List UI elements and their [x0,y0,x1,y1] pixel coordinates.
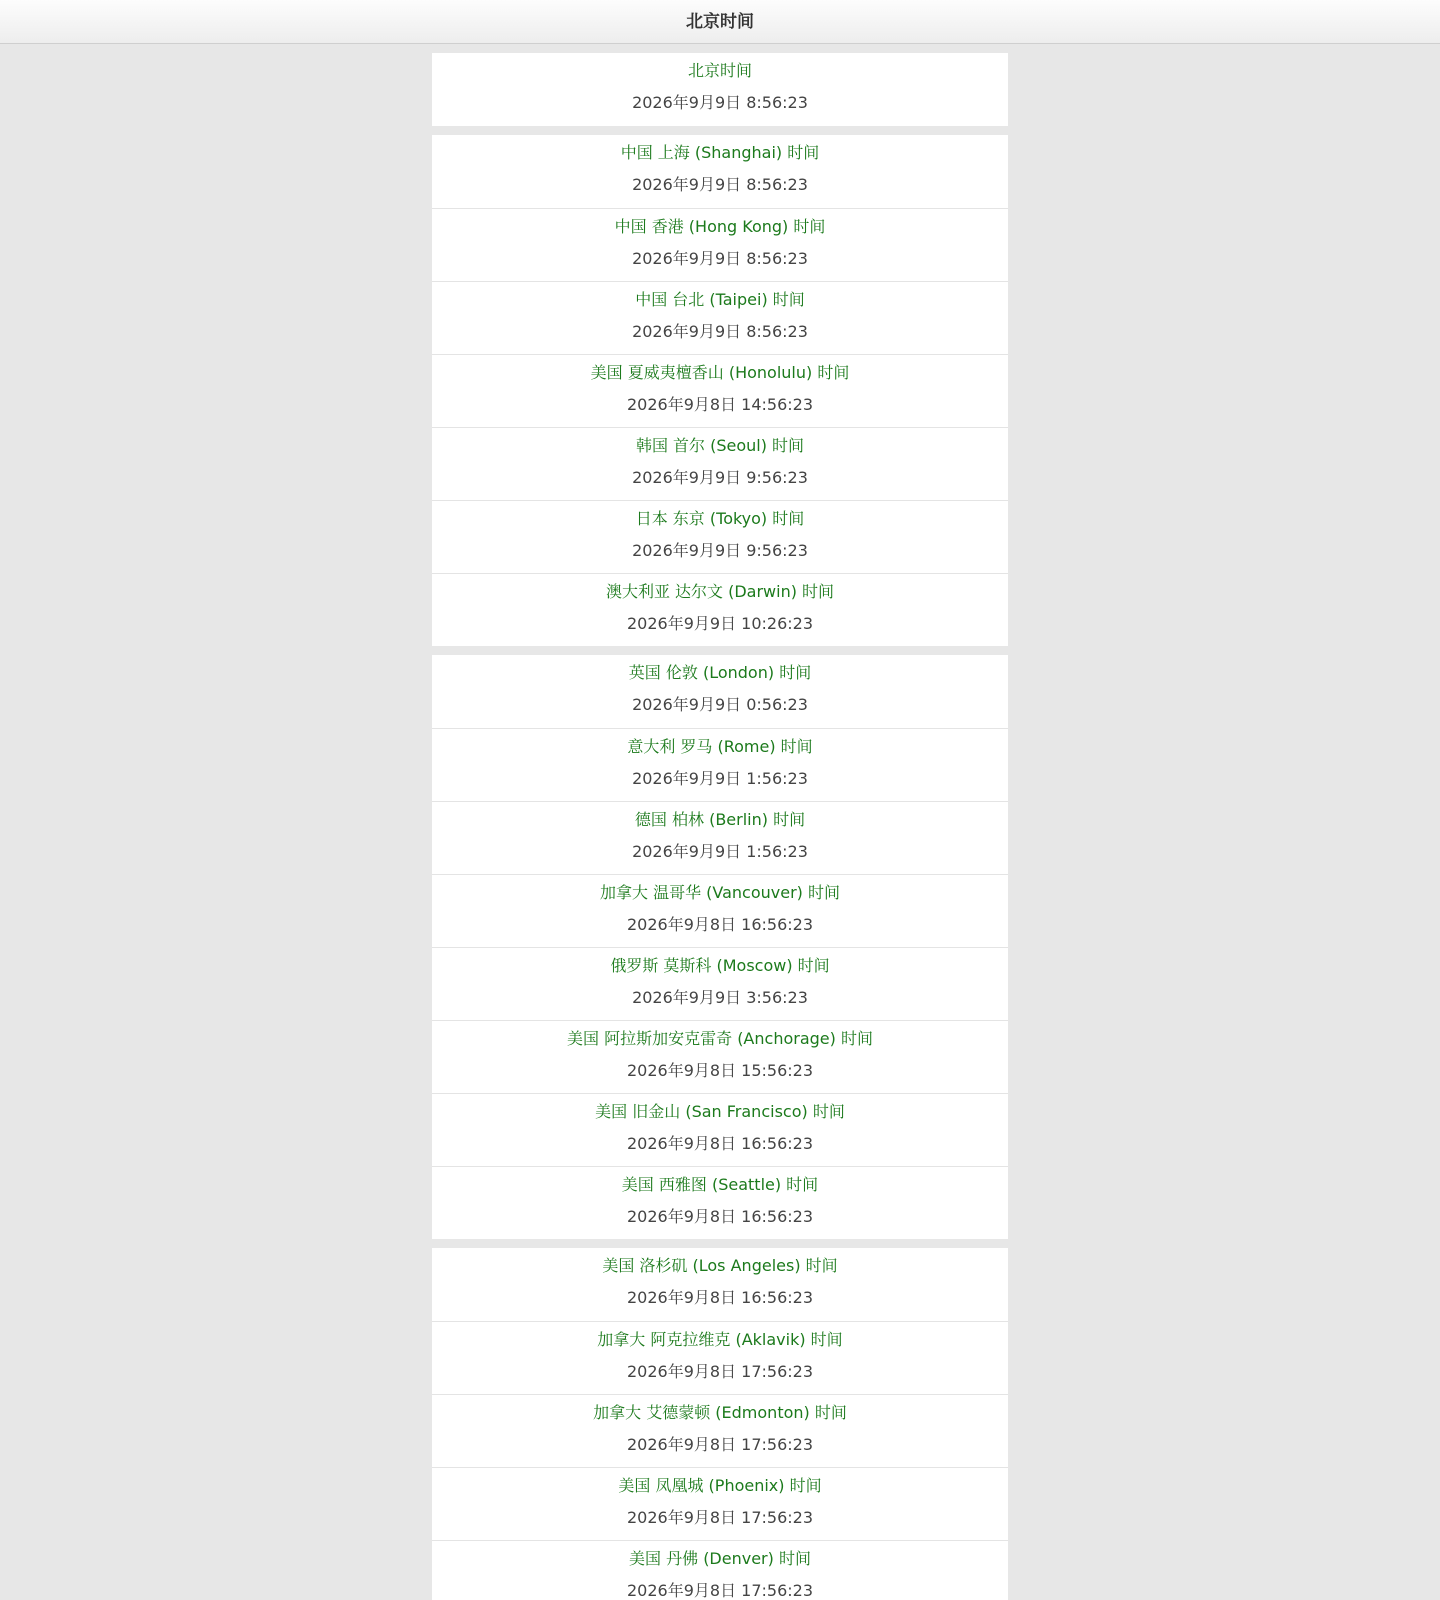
list-item [432,354,1008,427]
time-value: 2026年9月8日 16:56:23 [626,1288,814,1307]
group-north-america [432,1248,1008,1600]
city-link[interactable]: 澳大利亚 达尔文 (Darwin) 时间 [605,582,835,601]
list-item [432,874,1008,947]
list-item [432,1540,1008,1600]
city-link[interactable]: 中国 香港 (Hong Kong) 时间 [614,217,826,236]
city-link[interactable]: 加拿大 艾德蒙顿 (Edmonton) 时间 [593,1403,847,1422]
city-link[interactable]: 日本 东京 (Tokyo) 时间 [635,509,805,528]
list-item [432,135,1008,208]
city-link[interactable]: 中国 上海 (Shanghai) 时间 [620,143,820,162]
list-item [432,573,1008,646]
time-value: 2026年9月9日 1:56:23 [632,769,808,788]
list-item [432,53,1008,126]
time-value: 2026年9月8日 17:56:23 [626,1508,814,1527]
time-value: 2026年9月8日 17:56:23 [626,1435,814,1454]
list-item [432,208,1008,281]
time-value: 2026年9月9日 9:56:23 [632,541,808,560]
time-value: 2026年9月8日 14:56:23 [626,395,814,414]
city-link[interactable]: 北京时间 [687,61,752,80]
time-value: 2026年9月9日 8:56:23 [632,93,808,112]
list-item [432,947,1008,1020]
city-link[interactable]: 美国 阿拉斯加安克雷奇 (Anchorage) 时间 [567,1029,873,1048]
time-value: 2026年9月9日 8:56:23 [632,175,808,194]
city-link[interactable]: 美国 西雅图 (Seattle) 时间 [621,1175,819,1194]
city-link[interactable]: 加拿大 温哥华 (Vancouver) 时间 [599,883,840,902]
time-list [432,53,1008,1600]
time-value: 2026年9月9日 10:26:23 [626,614,814,633]
group-asia [432,135,1008,646]
city-link[interactable]: 韩国 首尔 (Seoul) 时间 [635,436,805,455]
list-item [432,427,1008,500]
time-value: 2026年9月9日 3:56:23 [632,988,808,1007]
time-value: 2026年9月8日 16:56:23 [626,1207,814,1226]
list-item [432,655,1008,728]
city-link[interactable]: 俄罗斯 莫斯科 (Moscow) 时间 [610,956,830,975]
city-link[interactable]: 英国 伦敦 (London) 时间 [628,663,812,682]
city-link[interactable]: 美国 旧金山 (San Francisco) 时间 [595,1102,845,1121]
city-link[interactable]: 意大利 罗马 (Rome) 时间 [627,737,813,756]
list-item [432,281,1008,354]
list-item [432,801,1008,874]
list-item [432,1467,1008,1540]
time-value: 2026年9月9日 8:56:23 [632,322,808,341]
list-item [432,728,1008,801]
time-value: 2026年9月9日 8:56:23 [632,249,808,268]
city-link[interactable]: 加拿大 阿克拉维克 (Aklavik) 时间 [597,1330,843,1349]
time-value: 2026年9月8日 16:56:23 [626,915,814,934]
city-link[interactable]: 美国 洛杉矶 (Los Angeles) 时间 [602,1256,838,1275]
list-item [432,1020,1008,1093]
list-item [432,500,1008,573]
list-item [432,1394,1008,1467]
list-item [432,1166,1008,1239]
city-link[interactable]: 美国 丹佛 (Denver) 时间 [629,1549,811,1568]
list-item [432,1321,1008,1394]
time-value: 2026年9月8日 15:56:23 [626,1061,814,1080]
top-bar [0,0,1440,44]
group-beijing [432,53,1008,126]
time-value: 2026年9月8日 16:56:23 [626,1134,814,1153]
time-value: 2026年9月9日 1:56:23 [632,842,808,861]
list-item [432,1248,1008,1321]
time-value: 2026年9月8日 17:56:23 [626,1362,814,1381]
city-link[interactable]: 德国 柏林 (Berlin) 时间 [634,810,806,829]
city-link[interactable]: 美国 凤凰城 (Phoenix) 时间 [618,1476,822,1495]
time-value: 2026年9月8日 17:56:23 [626,1581,814,1600]
city-link[interactable]: 美国 夏威夷檀香山 (Honolulu) 时间 [590,363,850,382]
group-europe-america [432,655,1008,1239]
list-item [432,1093,1008,1166]
time-value: 2026年9月9日 0:56:23 [632,695,808,714]
time-value: 2026年9月9日 9:56:23 [632,468,808,487]
city-link[interactable]: 中国 台北 (Taipei) 时间 [635,290,805,309]
page-title: 北京时间 [686,12,754,32]
